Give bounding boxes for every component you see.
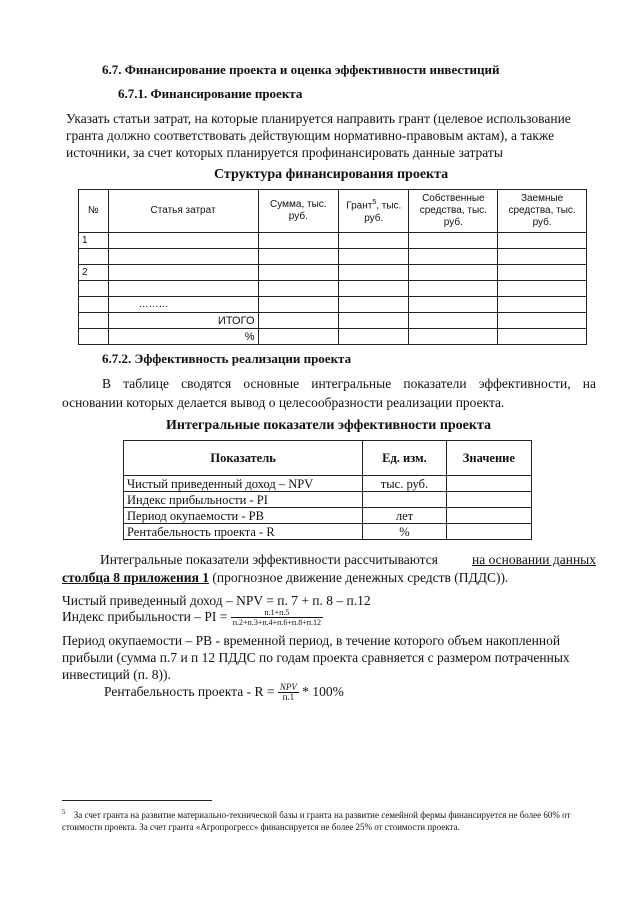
table-row	[124, 476, 532, 492]
cell-num	[79, 329, 109, 345]
table-header-row	[124, 441, 532, 476]
col-header-indicator: Показатель	[124, 441, 363, 476]
table-row	[124, 508, 532, 524]
calc-line-1a: Интегральные показатели эффективности рассчитываются	[100, 552, 438, 567]
cell-grant	[339, 313, 409, 329]
table-row	[79, 233, 587, 249]
cell-item	[108, 281, 258, 297]
cell-grant	[339, 281, 409, 297]
cell-loan	[498, 281, 587, 297]
efficiency-para-line-2: основании которых делается вывод о целесообразности реализации проекта.	[62, 395, 505, 410]
cell-own	[409, 233, 498, 249]
calc-line-1b: на основании данных	[471, 552, 596, 567]
cell-indicator: Чистый приведенный доход – NPV	[124, 476, 363, 492]
footnote-divider	[62, 800, 212, 801]
financing-structure-table	[78, 189, 587, 345]
grant-label: Грант	[346, 200, 373, 212]
cell-item: ………	[108, 297, 258, 313]
cell-value	[446, 524, 531, 540]
pi-denominator: п.2+п.3+п.4+п.6+п.8+п.12	[232, 618, 321, 628]
pi-label: Индекс прибыльности – PI =	[62, 609, 231, 624]
col-header-unit: Ед. изм.	[363, 441, 447, 476]
table-row	[124, 524, 532, 540]
cell-own	[409, 265, 498, 281]
cell-own	[409, 329, 498, 345]
table-row	[79, 297, 587, 313]
cell-sum	[258, 281, 339, 297]
cell-indicator: Период окупаемости - PB	[124, 508, 363, 524]
grant-footnote-mark: 5	[372, 199, 377, 207]
r-numerator: NPV	[279, 682, 297, 693]
pi-fraction	[231, 608, 323, 627]
cell-loan	[498, 249, 587, 265]
table-row-total	[79, 313, 587, 329]
cell-sum	[258, 233, 339, 249]
pb-line-2: прибыли (сумма п.7 и п 12 ПДДС по годам проекта сравняется с размером потраченных	[62, 650, 570, 665]
cell-value	[446, 476, 531, 492]
r-formula	[104, 683, 344, 702]
r-label: Рентабельность проекта - R =	[104, 684, 278, 699]
cell-unit	[363, 492, 447, 508]
cell-unit: тыс. руб.	[363, 476, 447, 492]
table-header-row	[79, 190, 587, 233]
cell-grant	[339, 265, 409, 281]
cell-item	[108, 233, 258, 249]
cell-item	[108, 265, 258, 281]
appendix-reference: столбца 8 приложения 1	[62, 570, 210, 585]
table-row	[124, 492, 532, 508]
cell-own	[409, 281, 498, 297]
cell-num	[79, 281, 109, 297]
cell-num: 2	[79, 265, 109, 281]
cell-loan	[498, 329, 587, 345]
efficiency-para-line-1: В таблице сводятся основные интегральные показатели эффективности, на	[102, 376, 596, 391]
cell-unit: %	[363, 524, 447, 540]
table-row	[79, 281, 587, 297]
intro-line-1: Указать статьи затрат, на которые планируется направить грант (целевое использование	[66, 111, 571, 126]
table-row	[79, 249, 587, 265]
cell-own	[409, 313, 498, 329]
r-denominator: п.1	[282, 692, 295, 703]
pi-numerator: п.1+п.5	[231, 608, 323, 618]
cell-sum	[258, 249, 339, 265]
cell-num: 1	[79, 233, 109, 249]
cell-loan	[498, 265, 587, 281]
cell-unit: лет	[363, 508, 447, 524]
calc-line-2	[62, 569, 508, 586]
table-row-percent	[79, 329, 587, 345]
cell-own	[409, 297, 498, 313]
section-heading: 6.7. Финансирование проекта и оценка эффективности инвестиций	[102, 62, 500, 77]
cell-loan	[498, 233, 587, 249]
cell-item	[108, 249, 258, 265]
footnote	[62, 806, 590, 833]
col-header-num: №	[79, 190, 109, 233]
col-header-item: Статья затрат	[108, 190, 258, 233]
col-header-value: Значение	[446, 441, 531, 476]
cell-grant	[339, 297, 409, 313]
indicators-table	[123, 440, 532, 540]
cell-indicator: Индекс прибыльности - PI	[124, 492, 363, 508]
grant-label-rest: , тыс. руб.	[364, 200, 402, 224]
cell-value	[446, 508, 531, 524]
calc-line-1	[100, 551, 596, 568]
calc-line-2b: (прогнозное движение денежных средств (ПДДС)).	[209, 570, 509, 585]
cell-num	[79, 313, 109, 329]
cell-sum	[258, 297, 339, 313]
intro-line-2: гранта должно соответствовать действующим нормативно-правовым актам), а также	[66, 128, 555, 143]
npv-formula: Чистый приведенный доход – NPV = п. 7 + п. 8 – п.12	[62, 593, 371, 608]
cell-total-label: ИТОГО	[108, 313, 258, 329]
cell-num	[79, 249, 109, 265]
cell-grant	[339, 249, 409, 265]
cell-percent-label: %	[108, 329, 258, 345]
footnote-text: За счет гранта на развитие материально-технической базы и гранта на развитие семейной фермы финансируется не более 60% от стоимости проекта. За счет гранта «Агропрогресс» финансируется не более 25% от стоимости проекта.	[62, 810, 571, 832]
r-tail: * 100%	[298, 684, 344, 699]
cell-sum	[258, 329, 339, 345]
col-header-sum: Сумма, тыс. руб.	[258, 190, 339, 233]
r-fraction	[278, 683, 299, 702]
cell-loan	[498, 313, 587, 329]
structure-table-title: Структура финансирования проекта	[214, 167, 449, 182]
subsection-heading-financing: 6.7.1. Финансирование проекта	[118, 86, 303, 101]
footnote-mark: 5	[62, 808, 66, 816]
subsection-heading-efficiency: 6.7.2. Эффективность реализации проекта	[102, 351, 352, 366]
cell-grant	[339, 329, 409, 345]
cell-loan	[498, 297, 587, 313]
col-header-loan: Заемные средства, тыс. руб.	[498, 190, 587, 233]
cell-num	[79, 297, 109, 313]
pb-line-3: инвестиций (п. 8)).	[62, 667, 171, 682]
col-header-own: Собственные средства, тыс. руб.	[409, 190, 498, 233]
cell-own	[409, 249, 498, 265]
table-row	[79, 265, 587, 281]
cell-sum	[258, 265, 339, 281]
cell-value	[446, 492, 531, 508]
indicators-table-title: Интегральные показатели эффективности проекта	[166, 418, 492, 433]
cell-grant	[339, 233, 409, 249]
pi-formula	[62, 608, 323, 627]
pb-line-1: Период окупаемости – PB - временной период, в течение которого объем накопленной	[62, 633, 561, 648]
cell-indicator: Рентабельность проекта - R	[124, 524, 363, 540]
col-header-grant	[339, 190, 409, 233]
cell-sum	[258, 313, 339, 329]
intro-line-3: источники, за счет которых планируется профинансировать данные затраты	[66, 145, 503, 160]
